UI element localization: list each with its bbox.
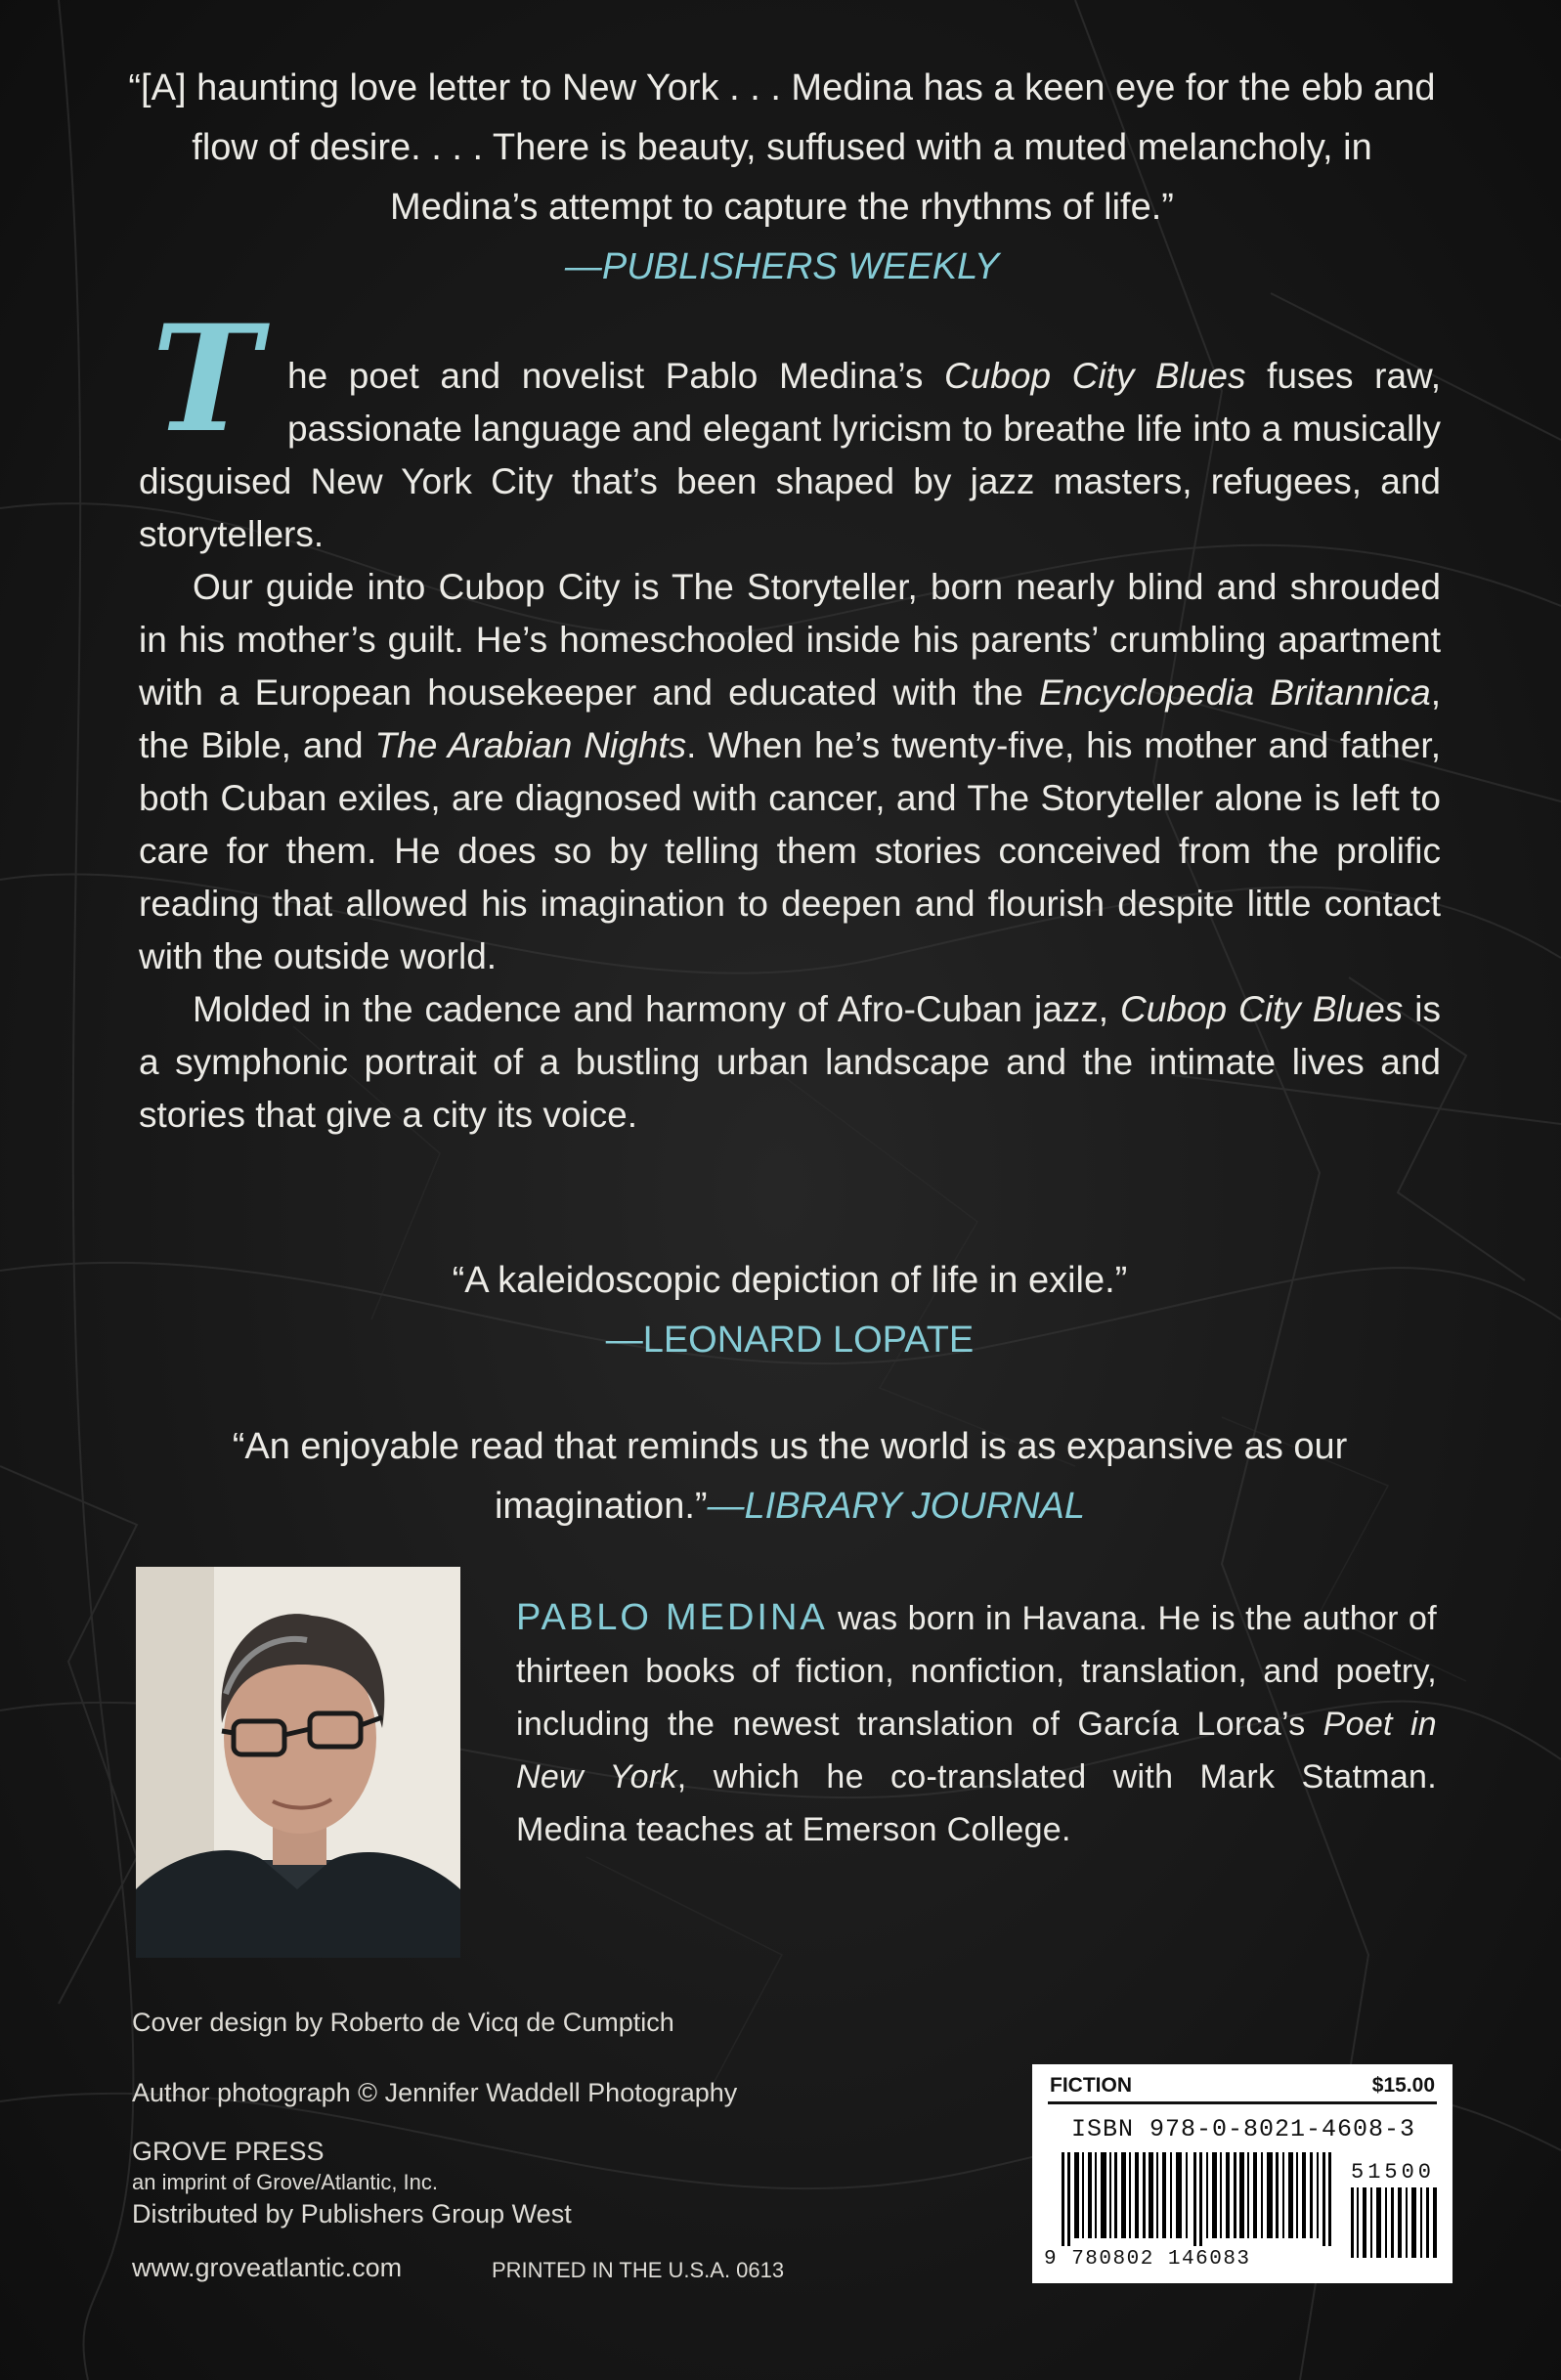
dropcap-letter: T (152, 293, 261, 465)
book-title: Cubop City Blues (1120, 989, 1404, 1029)
bio-text: , which he co-translated with Mark Statman. Medina teaches at Emerson College. (516, 1758, 1437, 1848)
barcode-category: FICTION (1050, 2074, 1132, 2097)
paragraph-text: is a symphonic portrait of a bustling urban landscape and the intimate lives and stories that give a city its voice. (139, 989, 1442, 1135)
paragraph-text: , the Bible, and (139, 672, 1442, 765)
book-title: Poet in New York (516, 1706, 1438, 1796)
quote-library-journal (139, 1417, 1441, 1536)
dropcap (133, 293, 280, 465)
paragraph-text: fuses raw, passionate language and elegant lyricism to breathe life into a musically disguised New York City that’s been shaped by jazz masters, refugees, and storytellers. (139, 356, 1441, 554)
author-portrait-illustration (136, 1567, 460, 1958)
description-paragraph-2 (139, 561, 1441, 983)
cover-design-credit: Cover design by Roberto de Vicq de Cumptich (132, 2008, 674, 2037)
book-description (139, 293, 1442, 1142)
book-title: Cubop City Blues (943, 356, 1246, 396)
quote-leonard-lopate (139, 1251, 1441, 1370)
barcode-price: $15.00 (1371, 2074, 1435, 2097)
description-paragraph-3 (139, 983, 1441, 1142)
quote-text: “[A] haunting love letter to New York . . . Medina has a keen eye for the ebb and flow of desire. . . . There is beauty, suffused with a muted melancholy, in Medina’s attempt to capture the rhythms of life.” (128, 67, 1436, 228)
book-title: The Arabian Nights (374, 725, 687, 765)
publisher-name: GROVE PRESS (132, 2137, 325, 2166)
author-bio (516, 1591, 1437, 1856)
barcode-label (1032, 2064, 1453, 2283)
distributor-credit: Distributed by Publishers Group West (132, 2199, 572, 2229)
barcode-digits: 9 780802 146083 (1044, 2248, 1251, 2271)
quote-publishers-weekly (127, 59, 1437, 297)
description-paragraph-1 (139, 293, 1441, 561)
quote-attribution: —LIBRARY JOURNAL (707, 1486, 1085, 1527)
author-photo-credit: Author photograph © Jennifer Waddell Photography (132, 2078, 738, 2107)
publisher-imprint: an imprint of Grove/Atlantic, Inc. (132, 2170, 439, 2194)
barcode-isbn: ISBN 978-0-8021-4608-3 (1071, 2115, 1416, 2143)
quote-text: “An enjoyable read that reminds us the world is as expansive as our imagination.” (232, 1426, 1348, 1527)
quote-text: “A kaleidoscopic depiction of life in exile.” (452, 1260, 1128, 1301)
printed-note: PRINTED IN THE U.S.A. 0613 (492, 2258, 785, 2282)
paragraph-text: . When he’s twenty-five, his mother and father, both Cuban exiles, are diagnosed with cancer, and The Storyteller alone is left to care for them. He does so by telling them stories conceived from the prolific reading that allowed his imagination to deepen and flourish despite little contact with the outside world. (139, 725, 1441, 976)
barcode-addon-digits: 51500 (1351, 2160, 1436, 2185)
bio-text: was born in Havana. He is the author of thirteen books of fiction, nonfiction, translation, and poetry, including the newest translation of García Lorca’s (516, 1600, 1437, 1743)
quote-attribution: —PUBLISHERS WEEKLY (564, 246, 1000, 287)
barcode-rule (1048, 2101, 1437, 2104)
paragraph-text: Our guide into Cubop City is The Storyteller, born nearly blind and shrouded in his mother’s guilt. He’s homeschooled inside his parents’ crumbling apartment with a European housekeeper and educated with the (139, 567, 1441, 713)
author-name: PABLO MEDINA (516, 1597, 828, 1638)
paragraph-text: he poet and novelist Pablo Medina’s (287, 356, 944, 396)
author-photo (136, 1567, 460, 1958)
quote-attribution: —LEONARD LOPATE (605, 1320, 975, 1361)
publisher-website: www.groveatlantic.com (132, 2253, 403, 2282)
book-title: Encyclopedia Britannica (1038, 672, 1431, 713)
barcode-bars-icon (1062, 2152, 1345, 2246)
paragraph-text: Molded in the cadence and harmony of Afro-Cuban jazz, (193, 989, 1121, 1029)
barcode-addon-bars-icon (1351, 2187, 1441, 2258)
